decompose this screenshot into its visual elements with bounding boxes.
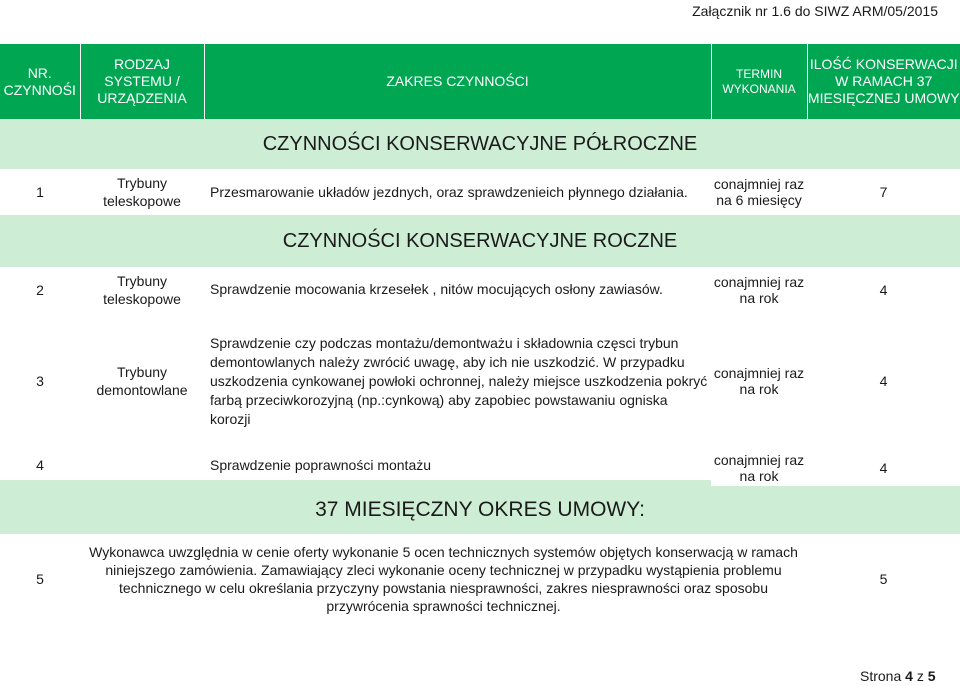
- table-row: [0, 450, 960, 480]
- row-scope: Sprawdzenie mocowania krzesełek , nitów mocujących osłony zawiasów.: [204, 267, 711, 312]
- row-number: 3: [0, 312, 80, 450]
- row-system: Trybuny teleskopowe: [80, 267, 204, 312]
- document-header: Załącznik nr 1.6 do SIWZ ARM/05/2015: [692, 3, 938, 19]
- footer-total-pages: 5: [927, 668, 936, 684]
- section-title-annual: CZYNNOŚCI KONSERWACYJNE ROCZNE: [0, 215, 960, 267]
- page-footer: [860, 668, 936, 684]
- table-row: [0, 534, 960, 624]
- row-term: conajmniej raz na rok: [711, 450, 807, 486]
- table-header-row: [0, 44, 960, 119]
- row-number: 2: [0, 267, 80, 312]
- table-row: [0, 312, 960, 450]
- row-number: 1: [0, 169, 80, 215]
- row-system: [80, 450, 204, 480]
- col-header-term: TERMIN WYKONANIA: [711, 44, 807, 119]
- row-quantity: 4: [807, 267, 960, 312]
- section-title-semiannual: CZYNNOŚCI KONSERWACYJNE PÓŁROCZNE: [0, 119, 960, 169]
- col-header-system: RODZAJ SYSTEMU / URZĄDZENIA: [80, 44, 204, 119]
- footer-middle: z: [912, 668, 928, 684]
- section-row-semiannual: [0, 119, 960, 169]
- row-quantity: 7: [807, 169, 960, 215]
- section-row-annual: [0, 215, 960, 267]
- col-header-scope: ZAKRES CZYNNOŚCI: [204, 44, 711, 119]
- row-term: conajmniej raz na 6 miesięcy: [711, 169, 807, 215]
- row-system: Trybuny demontowlane: [80, 312, 204, 450]
- section-title-period: 37 MIESIĘCZNY OKRES UMOWY:: [0, 486, 960, 534]
- row-scope: Przesmarowanie układów jezdnych, oraz sprawdzenieich płynnego działania.: [204, 169, 711, 215]
- row-quantity: 4: [807, 312, 960, 450]
- row-number: 5: [0, 534, 80, 624]
- table-row: [0, 267, 960, 312]
- section-row-period: [0, 486, 960, 534]
- maintenance-table: [0, 44, 960, 624]
- row-number: 4: [0, 450, 80, 480]
- row-quantity: 5: [807, 534, 960, 624]
- col-header-nr: NR. CZYNNOŚI: [0, 44, 80, 119]
- footer-page-number: 4: [905, 668, 913, 684]
- row-scope: Sprawdzenie czy podczas montażu/demontważu i składownia częsci trybun demontowlanych należy zwrócić uwagę, aby ich nie uszkodzić. W przypadku uszkodzenia cynkowanej powłoki ochronnej, należy miejsce uszkodzenia pokryć farbą przeciwkorozyjną (np.:cynkową) aby zapobiec powstawaniu ogniska korozji: [204, 312, 711, 450]
- row-scope: Sprawdzenie poprawności montażu: [204, 450, 711, 480]
- footer-prefix: Strona: [860, 668, 906, 684]
- row-term: conajmniej raz na rok: [711, 267, 807, 312]
- col-header-quantity: ILOŚĆ KONSERWACJI W RAMACH 37 MIESIĘCZNEJ UMOWY: [807, 44, 960, 119]
- row-scope-final: Wykonawca uwzględnia w cenie oferty wykonanie 5 ocen technicznych systemów objętych konserwacją w ramach niniejszego zamówienia. Zamawiający zleci wykonanie oceny technicznej w przypadku wystąpienia problemu technicznego w celu określania przyczyny powstania niesprawności, zakres niesprawności oraz sposobu przywrócenia sprawności technicznej.: [80, 534, 807, 624]
- row-quantity: 4: [807, 450, 960, 486]
- row-system: Trybuny teleskopowe: [80, 169, 204, 215]
- row-term: conajmniej raz na rok: [711, 312, 807, 450]
- table-row: [0, 169, 960, 215]
